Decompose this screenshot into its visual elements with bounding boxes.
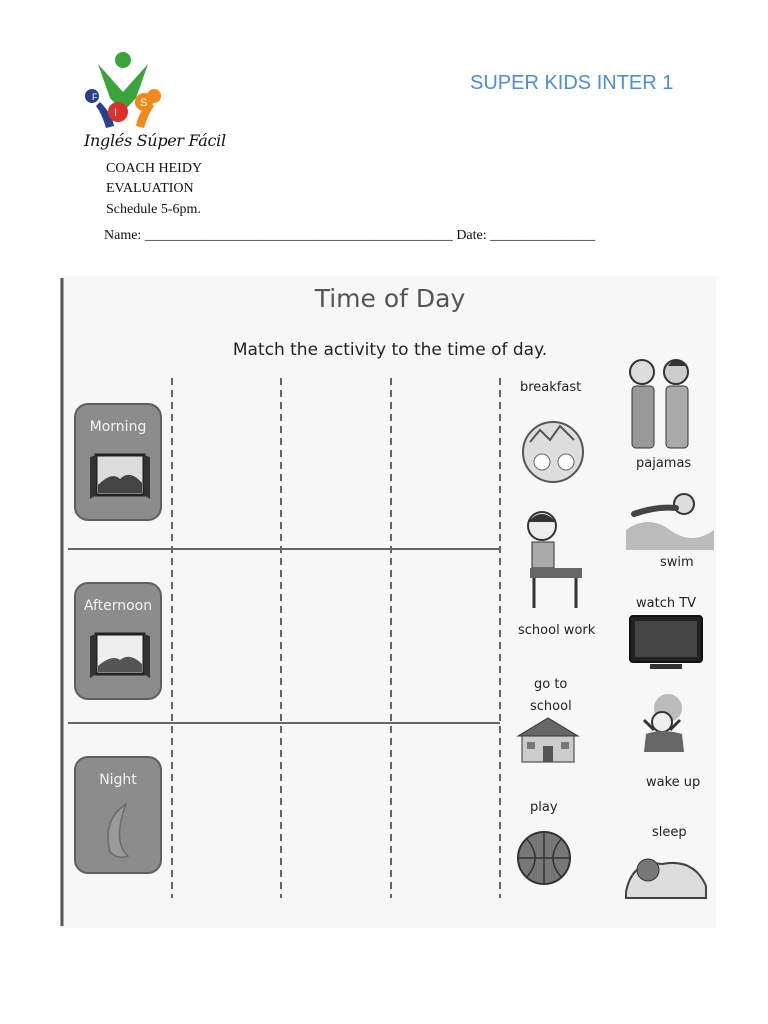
label-swim: swim [660,555,694,570]
tile-morning-label: Morning [89,419,147,435]
logo-letter-i: I [114,107,118,119]
tile-morning [74,403,162,521]
moon-icon [88,798,152,862]
logo-text: Inglés Súper Fácil [84,131,226,150]
swimming-child-icon [626,484,714,550]
tile-night [74,756,162,874]
label-watch-tv: watch TV [636,596,697,611]
label-breakfast: breakfast [520,380,582,395]
sleeping-child-icon [622,840,708,902]
school-title: SUPER KIDS INTER 1 [470,72,674,94]
window-day-icon [88,624,152,688]
label-school: school [530,699,572,714]
label-school-work: school work [518,623,596,638]
pajamas-kids-icon [624,352,696,454]
label-sleep: sleep [652,825,687,840]
breakfast-egg-icon [520,410,586,486]
label-pajamas: pajamas [636,456,692,471]
television-icon [628,614,704,672]
school-building-icon [514,716,582,764]
basketball-icon [516,822,572,894]
worksheet-title: Time of Day [314,284,466,313]
tile-afternoon [74,582,162,700]
school-work-girl-icon [518,508,588,620]
logo-letter-f: F [92,92,98,102]
coach-name: COACH HEIDY [106,161,203,176]
label-play: play [530,800,558,815]
label-wake-up: wake up [646,775,701,790]
logo-letter-s: S [140,97,148,109]
name-date-line: Name: ____________________________________________ Date: _______________ [104,228,596,243]
wake-up-child-icon [632,690,694,754]
window-sunrise-icon [88,445,152,509]
tile-afternoon-label: Afternoon [83,598,153,614]
evaluation-label: EVALUATION [106,181,194,196]
tile-night-label: Night [99,772,137,788]
label-go-to: go to [534,677,568,692]
schedule-label: Schedule 5-6pm. [106,202,201,217]
worksheet-instructions: Match the activity to the time of day. [232,340,548,360]
